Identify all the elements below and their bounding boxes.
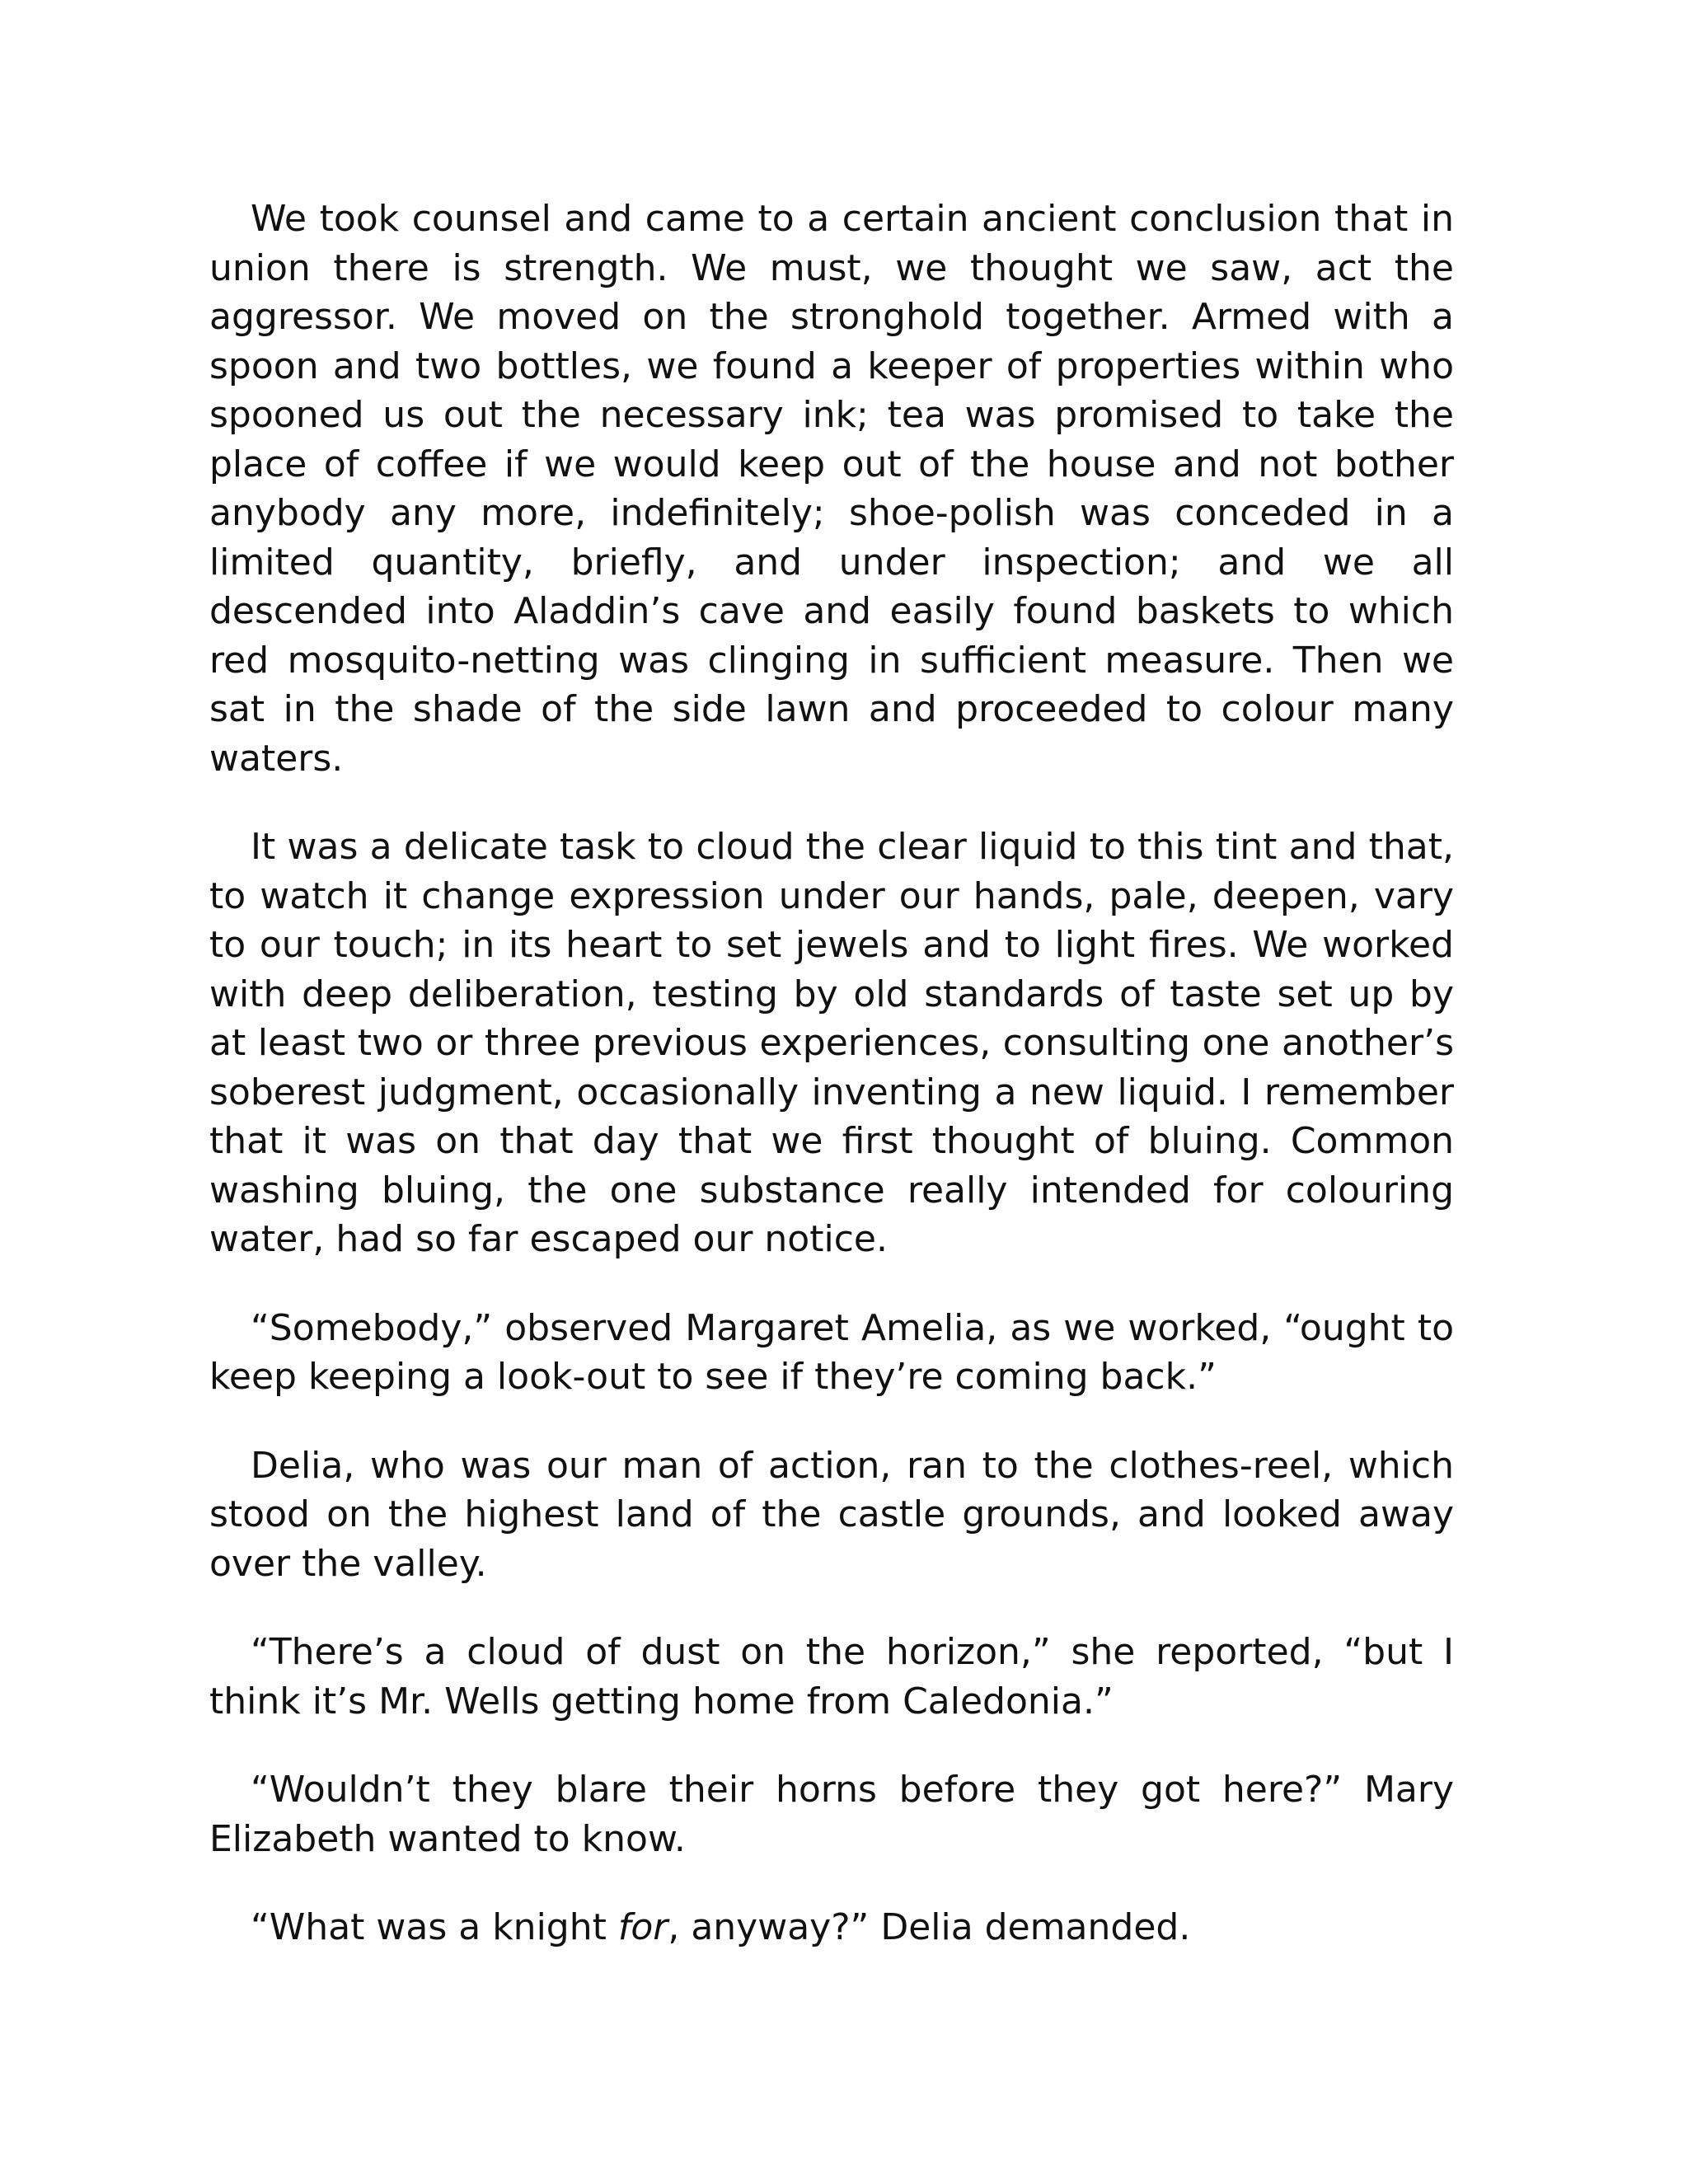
- document-page: [209, 194, 1454, 1952]
- paragraph-knight: [209, 1903, 1454, 1952]
- paragraph-colouring: It was a delicate task to cloud the clear liquid to this tint and that, to watch it change expression under our hands, pale, deepen, vary to our touch; in its heart to set jewels and to light fires. We worked with deep deliberation, testing by old standards of taste set up by at least two or three previous experiences, consulting one another’s soberest judgment, occasionally inventing a new liquid. I remember that it was on that day that we first thought of bluing. Common washing bluing, the one substance really intended for colouring water, had so far escaped our notice.: [209, 826, 1454, 1260]
- knight-text-before: “What was a knight: [251, 1906, 618, 1948]
- knight-text-after: , anyway?” Delia demanded.: [668, 1906, 1191, 1948]
- paragraph-horns: “Wouldn’t they blare their horns before they got here?” Mary Elizabeth wanted to know.: [209, 1769, 1454, 1860]
- paragraph-dust-cloud: “There’s a cloud of dust on the horizon,” she reported, “but I think it’s Mr. Wells getting home from Caledonia.”: [209, 1631, 1454, 1722]
- knight-text-emphasis: for: [617, 1906, 668, 1948]
- paragraph-lookout: “Somebody,” observed Margaret Amelia, as we worked, “ought to keep keeping a look-out to see if they’re coming back.”: [209, 1306, 1454, 1398]
- paragraph-counsel: We took counsel and came to a certain ancient conclusion that in union there is strength. We must, we thought we saw, act the aggressor. We moved on the stronghold together. Armed with a spoon and two bottles, we found a keeper of properties within who spooned us out the necessary ink; tea was promised to take the place of coffee if we would keep out of the house and not bother anybody any more, indefinitely; shoe-polish was conceded in a limited quantity, briefly, and under inspection; and we all descended into Aladdin’s cave and easily found baskets to which red mosquito-netting was clinging in sufficient measure. Then we sat in the shade of the side lawn and proceeded to colour many waters.: [209, 198, 1454, 780]
- paragraph-delia-reel: Delia, who was our man of action, ran to the clothes-reel, which stood on the highest land of the castle grounds, and looked away over the valley.: [209, 1444, 1454, 1585]
